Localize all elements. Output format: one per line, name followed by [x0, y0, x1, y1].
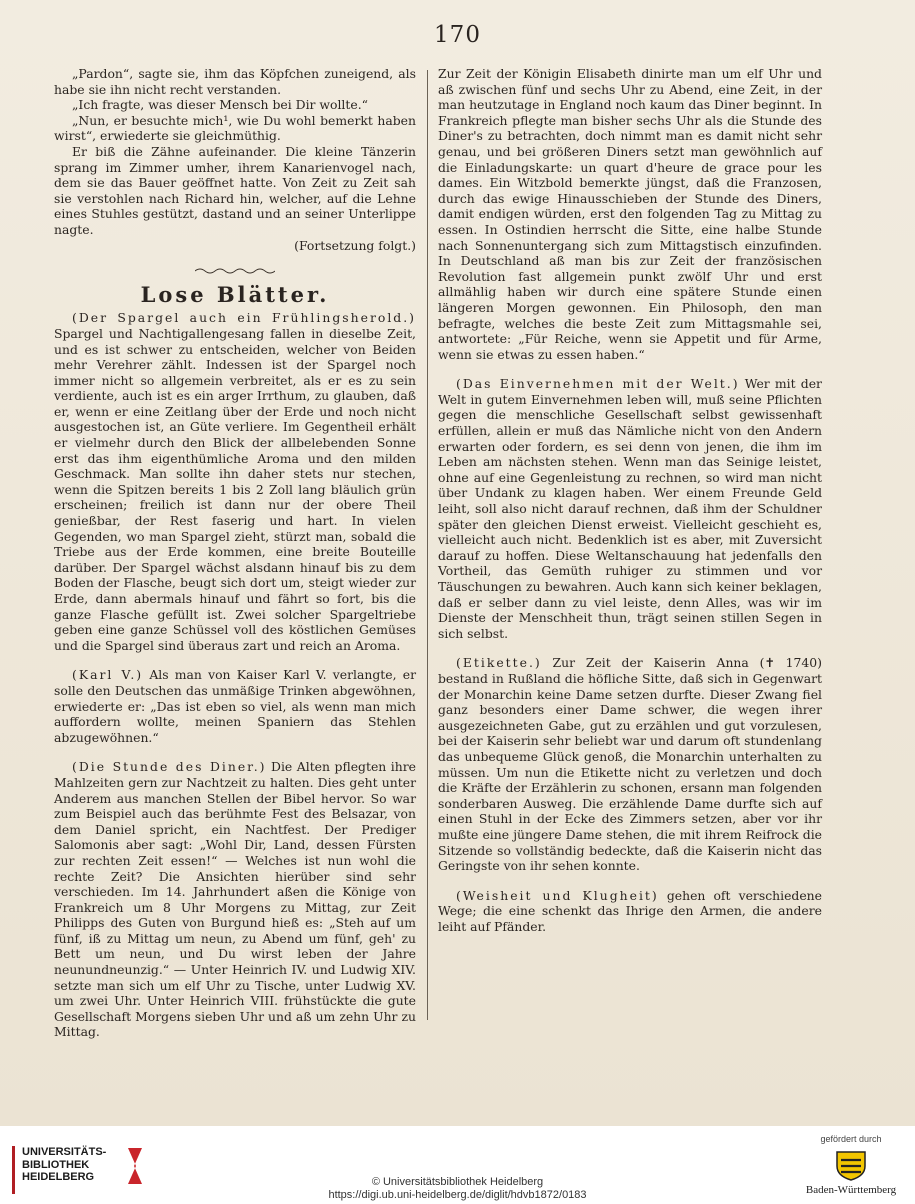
article-keyword: (Die Stunde des Diner.) — [72, 759, 267, 775]
ornamental-divider — [54, 263, 416, 279]
article-text: Die Alten pflegten ihre Mahlzeiten gern zur Nachtzeit zu halten. Dies geht unter Anderem aus manchen Stellen der Bibel hervor. So war zum Beispiel auch das berühmte Fest des Belsazar, von dem Daniel spricht, ein Nachtfest. Der Prediger Salomonis aber sagt: „Wohl Dir, Land, dessen Fürsten zur rechten Zeit essen!“ — Welches ist nun wohl die rechte Zeit? Die Ansichten hierüber sind sehr verschieden. Im 14. Jahrhundert aßen die Könige von Frankreich um 8 Uhr Morgens zu Mittag, zur Zeit Philipps des Guten von Burgund hieß es: „Steh auf um fünf, iß zu Mittag um neun, zu Abend um fünf, geh' zu Bett um neun, und Du wirst leben der Jahre neunundneunzig.“ — Unter Heinrich IV. und Ludwig XIV. setzte man sich um elf Uhr zu Tische, unter Ludwig XV. um zwei Uhr. Unter Heinrich VIII. frühstückte die gute Gesellschaft Morgens sieben Uhr und aß um zehn Uhr zu Mittag. — [54, 759, 416, 1040]
story-paragraph: „Nun, er besuchte mich¹, wie Du wohl bemerkt haben wirst“, erwiederte sie gleichmüthig. — [54, 112, 416, 144]
column-rule — [427, 70, 428, 1020]
article-text: Zur Zeit der Kaiserin Anna (✝ 1740) bestand in Rußland die höfliche Sitte, daß sich in Gegenwart der Monarchin keine Dame setzen durfte. Dieser Zwang fiel ganz besonders einer Dame schwer, die wegen ihrer ausgezeichneten Gabe, gut zu erzählen und gut vorzulesen, bei der Kaiserin sehr beliebt war und darum oft stundenlang das unbequeme Glück genoß, die Monarchin unterhalten zu müssen. Um nun die Etikette nicht zu verletzen und doch die Kräfte der Erzählerin zu schonen, ersann man folgenden sonderbaren Ausweg. Die erzählende Dame durfte sich auf einen Stuhl in der Ecke des Zimmers setzen, aber vor ihr mußte eine jüngere Dame stehen, die mit ihrem Reifrock die Sitzende so vollständig bedeckte, daß die Kaiserin nicht das Geringste von ihr sehen konnte. — [438, 655, 822, 874]
article-spargel — [54, 310, 416, 653]
story-paragraph: „Pardon“, sagte sie, ihm das Köpfchen zuneigend, als habe sie ihn nicht recht verstanden. — [54, 66, 416, 97]
footer-bar — [0, 1126, 915, 1204]
library-name: UNIVERSITÄTS- BIBLIOTHEK HEIDELBERG — [22, 1146, 107, 1183]
copyright-text: © Universitätsbibliothek Heidelberg — [371, 1176, 544, 1188]
article-diner-continued: Zur Zeit der Königin Elisabeth dinirte man um elf Uhr und aß zwischen fünf und sechs Uhr zu Abend, eine Zeit, in der man heutzutage in England noch kaum das Diner beginnt. In Frankreich pflegte man bisher sechs Uhr als die Stunde des Diner's zu betrachten, doch nimmt man es damit nicht sehr genau, und bei größeren Diners setzt man gewöhnlich auf die Einladungskarte: un quart d'heure de grace pour les dames. Ein Witzbold bemerkte jüngst, daß die Franzosen, durch das ewige Hinausschieben der Stunde des Diners, damit endigen würden, erst den folgenden Tag zu Mittag zu essen. In Ostindien herrscht die Sitte, eine halbe Stunde nach Sonnenuntergang sich zum Mittagstisch einzufinden. In Deutschland aß man bis zur Zeit der französischen Revolution fast allgemein punkt zwölf Uhr und erst allmählig haben wir durch eine spätere Stunde einen längeren Morgen gewonnen. Ein Philosoph, den man befragte, welches die beste Zeit zum Mittagsmahle sei, antwortete: „Für Reiche, wenn sie Appetit und für Arme, wenn sie etwas zu essen haben.“ — [438, 66, 822, 362]
article-text: Wer mit der Welt in gutem Einvernehmen leben will, muß seine Pflichten gegen die menschliche Gesellschaft selbst gewissenhaft erfüllen, allein er muß das Nämliche nicht von den Andern erwarten oder fordern, es sei denn von jenen, die ihm im Leben am nächsten stehen. Wenn man das Seinige leistet, ohne auf eine Gegenleistung zu rechnen, so wird man nicht über Undank zu klagen haben. Wer einem Freunde Geld leiht, soll also nicht darauf rechnen, daß ihm der Schuldner später den gleichen Dienst erweist. Vielleicht geschieht es, vielleicht auch nicht. Bedenklich ist es aber, mit Zuversicht darauf zu hoffen. Diese Weltanschauung hat jedenfalls den Vortheil, das Gemüth ruhiger zu stimmen und vor Täuschungen zu bewahren. Auch kann sich keiner beklagen, daß er selber dann zu viel leiste, denn Alles, was wir im Dienste der Menschheit thun, trägt seinen stillen Segen in sich selbst. — [438, 376, 822, 641]
sponsor-label: gefördert durch — [820, 1134, 882, 1144]
article-weisheit — [438, 888, 822, 935]
page-number: 170 — [434, 22, 481, 48]
article-text: Spargel und Nachtigallengesang fallen in dieselbe Zeit, und es ist schwer zu entscheiden, welcher von Beiden mehr Verehrer zählt. Indessen ist der Spargel noch immer nicht so allgemein verbreitet, als er es zu sein verdiente, auch ist es ein arger Irrthum, zu glauben, daß er, wenn er eine Zeitlang über der Erde und noch nicht ausgestochen ist, an Güte verliere. Im Gegentheil erhält er vielmehr durch den Blick der allbelebenden Sonne erst das ihm eigenthümliche Aroma und den milden Geschmack. Man sollte ihn daher stets nur stechen, wenn die Spitzen bereits 1 bis 2 Zoll lang bläulich grün erscheinen; freilich ist dann nur der obere Theil genießbar, der Rest faserig und hart. In vielen Gegenden, wo man Spargel zieht, stürzt man, sobald die Triebe aus der Erde kommen, eine breite Bouteille darüber. Der Spargel wächst alsdann hinauf bis zu dem Boden der Flasche, beugt sich dort um, steigt wieder zur Erde, dann abermals hinauf und fährt so fort, bis die ganze Flasche gefüllt ist. Zwei solcher Spargeltriebe geben eine ganze Schüssel voll des köstlichen Gemüses und die Spargel sind überaus zart und reich an Aroma. — [54, 325, 416, 653]
article-karl — [54, 667, 416, 745]
sponsor-name: Baden-Württemberg — [805, 1184, 897, 1196]
right-column — [438, 66, 822, 934]
article-keyword: (Etikette.) — [456, 655, 542, 671]
article-text: Als man von Kaiser Karl V. verlangte, er solle den Deutschen das unmäßige Trinken abgewöhnen, erwiederte er: „Das ist eben so viel, als wenn man mich auffordern wollte, meinen Spaniern das Stehlen abzugewöhnen.“ — [54, 667, 416, 745]
article-diner — [54, 759, 416, 1040]
article-text: gehen oft verschiedene Wege; die eine schenkt das Ihrige den Armen, die andere leiht auf Pfänder. — [438, 887, 822, 934]
story-paragraph: „Ich fragte, was dieser Mensch bei Dir wollte.“ — [72, 97, 368, 113]
article-keyword: (Das Einvernehmen mit der Welt.) — [456, 376, 740, 392]
article-keyword: (Der Spargel auch ein Frühlingsherold.) — [72, 310, 416, 326]
story-paragraph: Er biß die Zähne aufeinander. Die kleine Tänzerin sprang im Zimmer umher, ihrem Kanarienvogel nach, dem sie das Bauer geöffnet hatte. Von Zeit zu Zeit sah sie verstohlen nach Richard hin, welcher, auf die Lehne eines Stuhles gestützt, dastand und an seiner Unterlippe nagte. — [54, 143, 416, 237]
left-column — [54, 66, 416, 1040]
article-keyword: (Karl V.) — [72, 667, 144, 683]
state-crest-icon — [831, 1148, 871, 1182]
continuation-note: (Fortsetzung folgt.) — [294, 237, 416, 253]
article-einvernehmen — [438, 376, 822, 641]
article-keyword: (Weisheit und Klugheit) — [456, 887, 659, 903]
sponsor-block — [801, 1134, 901, 1196]
article-etikette — [438, 655, 822, 873]
section-heading: Lose Blätter. — [140, 281, 330, 307]
permalink-url[interactable]: https://digi.ub.uni-heidelberg.de/diglit/hdvb1872/0183 — [328, 1189, 587, 1201]
